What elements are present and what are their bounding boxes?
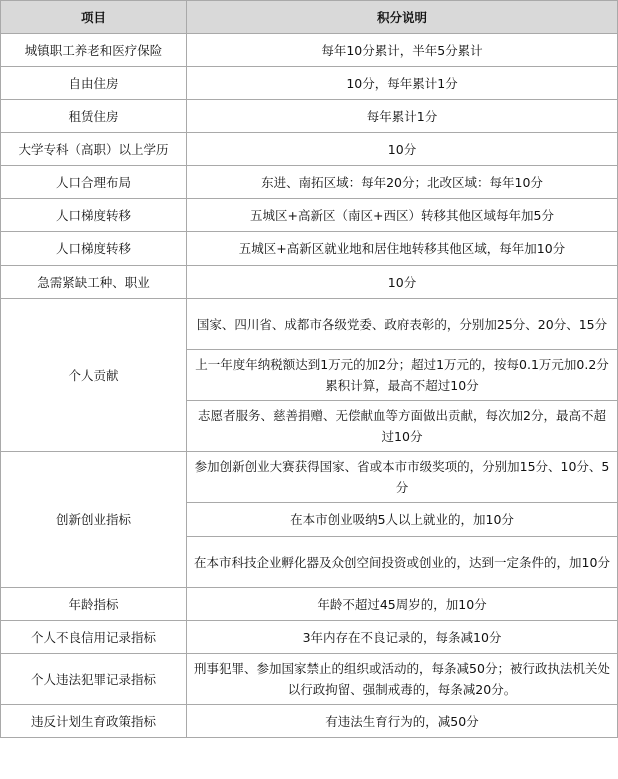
desc-cell: 10分 [187,266,618,299]
item-cell-innovation: 创新创业指标 [1,452,187,588]
table-row [1,266,618,299]
desc-cell: 五城区+高新区（南区+西区）转移其他区域每年加5分 [187,199,618,232]
desc-cell: 每年累计1分 [187,100,618,133]
desc-cell: 上一年度年纳税额达到1万元的加2分；超过1万元的，按每0.1万元加0.2分累积计算，最高不超过10分 [187,350,618,401]
item-cell: 个人不良信用记录指标 [1,621,187,654]
table-row-contribution [1,299,618,350]
desc-cell: 在本市创业吸纳5人以上就业的，加10分 [187,503,618,537]
item-cell: 大学专科（高职）以上学历 [1,133,187,166]
table-row [1,232,618,266]
column-header-item: 项目 [1,1,187,34]
desc-cell: 刑事犯罪、参加国家禁止的组织或活动的，每条减50分；被行政执法机关处以行政拘留、强制戒毒的，每条减20分。 [187,654,618,705]
item-cell: 人口梯度转移 [1,199,187,232]
item-cell: 自由住房 [1,67,187,100]
desc-cell: 10分，每年累计1分 [187,67,618,100]
desc-cell: 东进、南拓区域：每年20分；北改区域：每年10分 [187,166,618,199]
desc-cell: 五城区+高新区就业地和居住地转移其他区域，每年加10分 [187,232,618,266]
table-row [1,654,618,705]
column-header-desc: 积分说明 [187,1,618,34]
item-cell: 人口合理布局 [1,166,187,199]
desc-cell: 年龄不超过45周岁的，加10分 [187,588,618,621]
desc-cell: 参加创新创业大赛获得国家、省或本市市级奖项的，分别加15分、10分、5分 [187,452,618,503]
table-row-innovation [1,452,618,503]
item-cell: 个人违法犯罪记录指标 [1,654,187,705]
desc-cell: 志愿者服务、慈善捐赠、无偿献血等方面做出贡献，每次加2分，最高不超过10分 [187,401,618,452]
item-cell: 人口梯度转移 [1,232,187,266]
desc-cell: 3年内存在不良记录的，每条减10分 [187,621,618,654]
table-row [1,100,618,133]
table-header-row [1,1,618,34]
item-cell: 城镇职工养老和医疗保险 [1,34,187,67]
item-cell: 违反计划生育政策指标 [1,705,187,738]
item-cell: 急需紧缺工种、职业 [1,266,187,299]
desc-cell: 国家、四川省、成都市各级党委、政府表彰的，分别加25分、20分、15分 [187,299,618,350]
table-row [1,133,618,166]
table-row [1,34,618,67]
item-cell-contribution: 个人贡献 [1,299,187,452]
table-row [1,199,618,232]
desc-cell: 每年10分累计，半年5分累计 [187,34,618,67]
desc-cell: 有违法生育行为的，减50分 [187,705,618,738]
table-row [1,67,618,100]
item-cell: 租赁住房 [1,100,187,133]
desc-cell: 10分 [187,133,618,166]
desc-cell: 在本市科技企业孵化器及众创空间投资或创业的，达到一定条件的，加10分 [187,537,618,588]
table-row [1,621,618,654]
item-cell: 年龄指标 [1,588,187,621]
table-row [1,705,618,738]
table-row [1,166,618,199]
table-row [1,588,618,621]
